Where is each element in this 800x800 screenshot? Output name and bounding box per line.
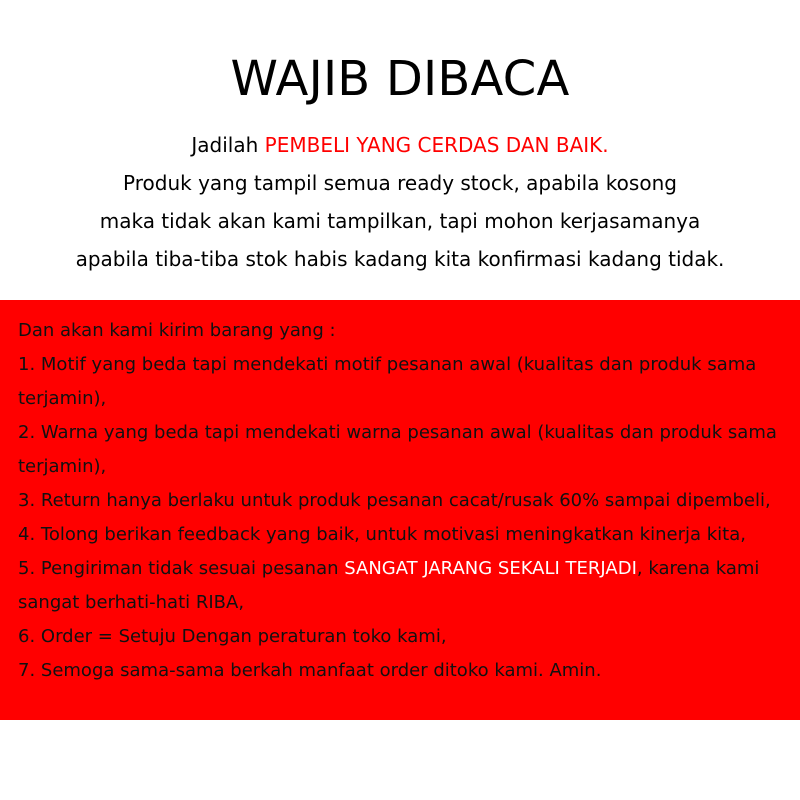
notice-item-1-line-1: 1. Motif yang beda tapi mendekati motif pesanan awal (kualitas dan produk sama [18,354,757,375]
intro-line-1-highlight: PEMBELI YANG CERDAS DAN BAIK. [264,133,609,157]
intro-line-4: apabila tiba-tiba stok habis kadang kita konfirmasi kadang tidak. [75,247,725,271]
header-section [0,0,800,300]
page-title: WAJIB DIBACA [230,51,570,107]
notice-item-5-line-1 [18,552,782,586]
notice-item-5-suffix: , karena kami [636,558,760,579]
intro-text [20,126,780,278]
notice-item-1-line-2: terjamin), [18,388,107,409]
notice-item-6: 6. Order = Setuju Dengan peraturan toko kami, [18,626,447,647]
notice-item-2-line-2: terjamin), [18,456,107,477]
notice-item-4: 4. Tolong berikan feedback yang baik, untuk motivasi meningkatkan kinerja kita, [18,524,746,545]
notice-box [0,300,800,720]
intro-line-1-prefix: Jadilah [191,133,265,157]
notice-item-7: 7. Semoga sama-sama berkah manfaat order ditoko kami. Amin. [18,660,602,681]
intro-line-1 [20,126,780,164]
notice-item-5-highlight: SANGAT JARANG SEKALI TERJADI [344,558,637,579]
notice-item-3: 3. Return hanya berlaku untuk produk pesanan cacat/rusak 60% sampai dipembeli, [18,490,771,511]
intro-line-2: Produk yang tampil semua ready stock, apabila kosong [123,171,677,195]
notice-item-2-line-1: 2. Warna yang beda tapi mendekati warna pesanan awal (kualitas dan produk sama [18,422,777,443]
notice-item-5-line-2: sangat berhati-hati RIBA, [18,592,245,613]
notice-item-5-prefix: 5. Pengiriman tidak sesuai pesanan [18,558,345,579]
intro-line-3: maka tidak akan kami tampilkan, tapi mohon kerjasamanya [99,209,701,233]
notice-intro: Dan akan kami kirim barang yang : [18,320,336,341]
